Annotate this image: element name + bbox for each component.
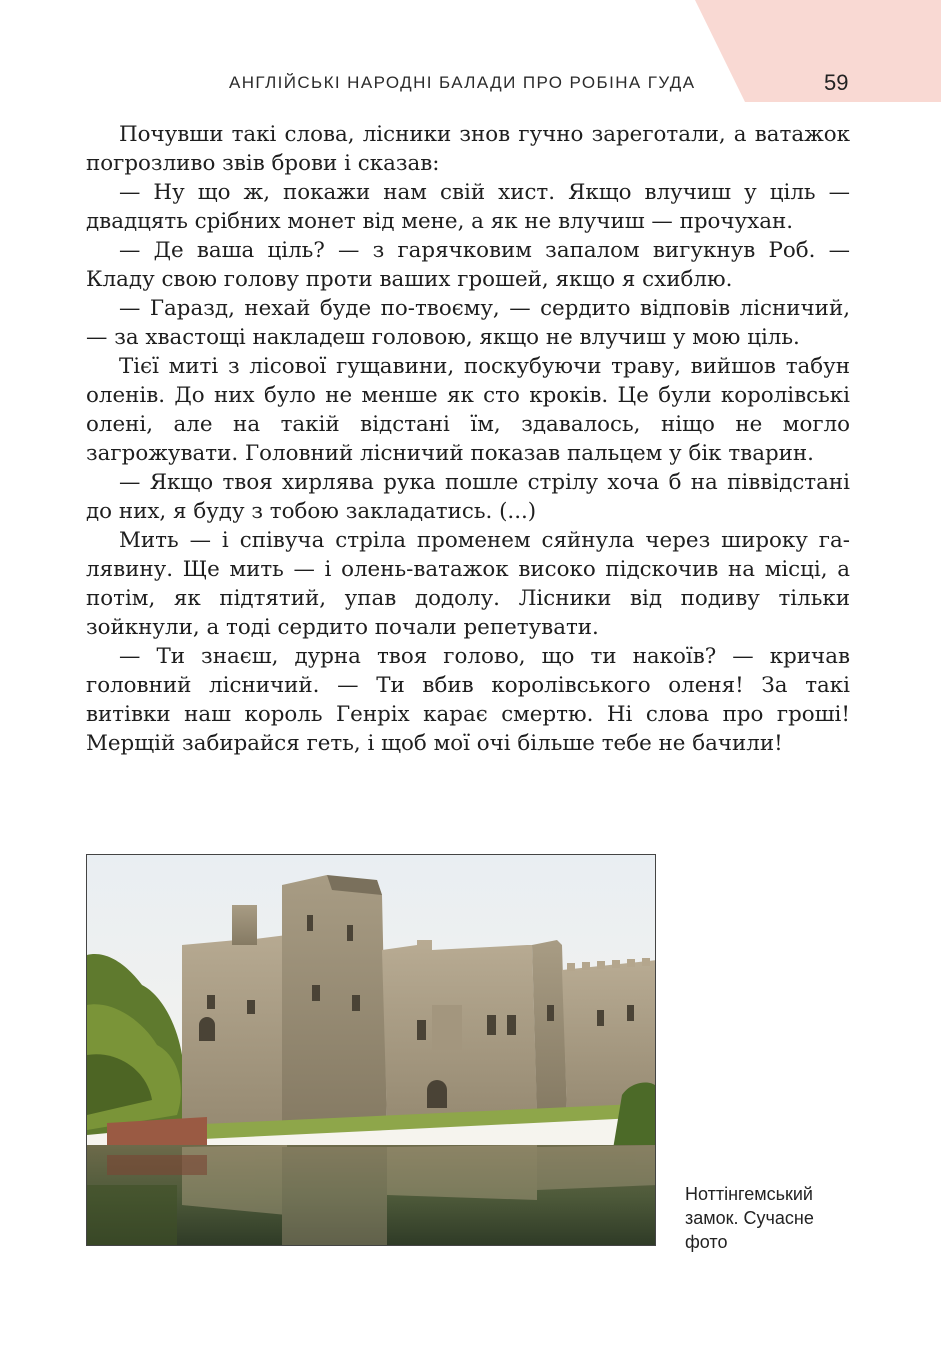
caption-line: Ноттінгемський xyxy=(685,1184,813,1204)
paragraph: — Ти знаєш, дурна твоя голово, що ти накоїв? — кричав головний лісничий. — Ти вбив королівського оленя! За такі витівки наш король Генріх карає смертю. Ні слова про гроші! Мерщій забирайся геть, і щоб мої очі більше тебе не бачили! xyxy=(86,644,850,756)
castle-illustration xyxy=(87,855,656,1246)
body-text xyxy=(86,120,850,758)
caption-line: замок. Сучасне xyxy=(685,1208,814,1228)
paragraph: Почувши такі слова, лісники знов гучно зареготали, а ватажок погрозливо звів брови і сказав: xyxy=(86,122,850,176)
paragraph: Тієї миті з лісової гущавини, поскубуючи траву, вийшов табун оленів. До них було не менше як сто кроків. Це були королівські олені, але на такій відстані їм, здавалось, ніщо не могло загрожувати. Головний лісничий показав пальцем у бік тварин. xyxy=(86,354,850,466)
page-number: 59 xyxy=(824,70,849,95)
paragraph: — Ну що ж, покажи нам свій хист. Якщо влучиш у ціль — двадцять срібних монет від мене, а як не влучиш — прочухан. xyxy=(86,180,850,234)
paragraph: — Якщо твоя хирлява рука пошле стрілу хоча б на піввідстані до них, я буду з тобою закладатись. (...) xyxy=(86,470,850,524)
castle-photo xyxy=(86,854,656,1246)
paragraph: — Де ваша ціль? — з гарячковим запалом вигукнув Роб. — Кладу свою голову проти ваших грошей, якщо я схиблю. xyxy=(86,238,850,292)
paragraph: — Гаразд, нехай буде по-твоєму, — сердито відповів лісничий, — за хвастощі накладеш головою, якщо не влучиш у мою ціль. xyxy=(86,296,850,350)
header-corner-decoration xyxy=(0,0,941,110)
paragraph: Мить — і співуча стріла променем сяйнула через широку галявину. Ще мить — і олень-ватажок високо підскочив на місці, а потім, як підтятий, упав додолу. Лісники від подиву тільки зойкнули, а тоді сердито почали репетувати. xyxy=(86,528,850,640)
running-header-title: АНГЛІЙСЬКІ НАРОДНІ БАЛАДИ ПРО РОБІНА ГУДА xyxy=(229,73,696,92)
caption-line: фото xyxy=(685,1232,728,1252)
photo-caption xyxy=(685,1182,855,1254)
